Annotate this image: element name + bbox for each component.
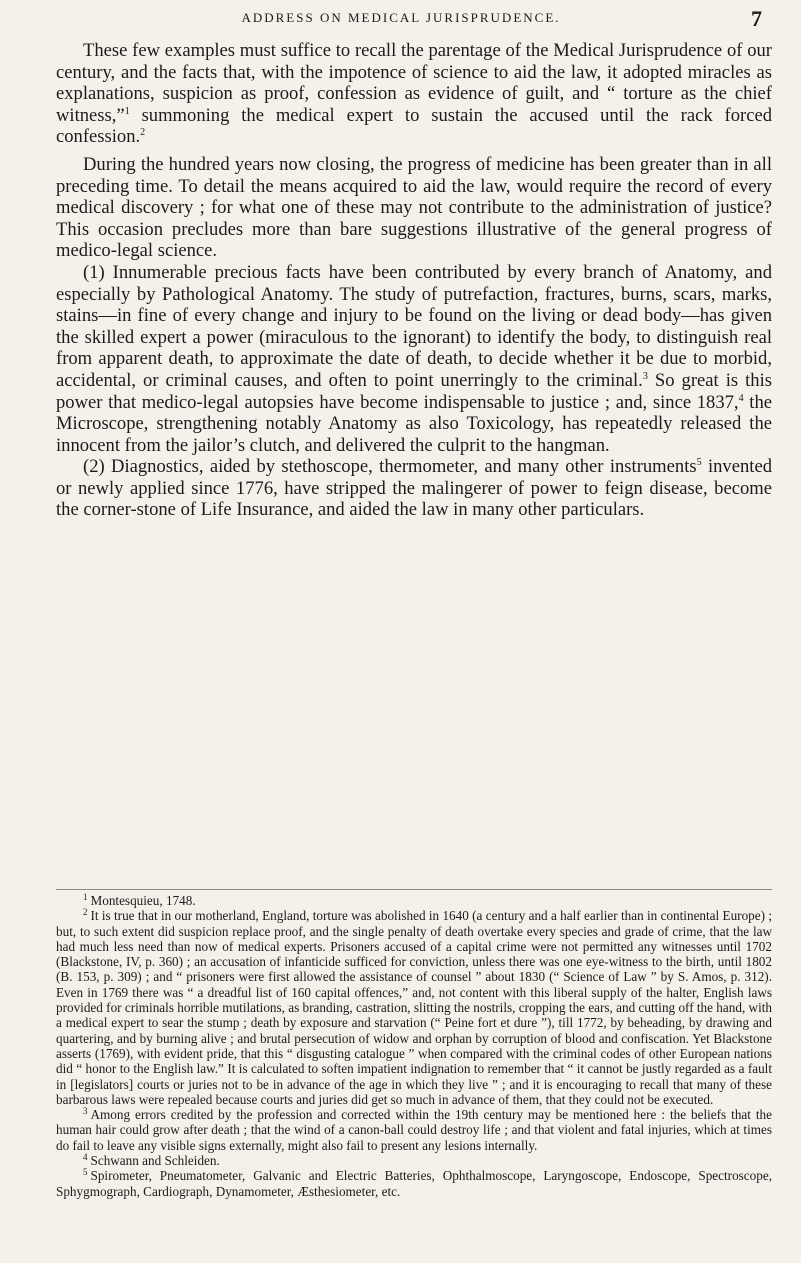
- page-header: [40, 6, 762, 34]
- footnote-ref[interactable]: 4: [738, 392, 744, 404]
- page-number: 7: [751, 6, 762, 31]
- footnote-3: $^3$ Among errors credited by the profession and corrected within the 19th century may be mentioned here : the beliefs that the human hair could grow after death ; that the wind of a canon-ball could destroy life ; and that violent and fatal injuries, which at times do fail to leave any visible signs externally, might also fail to present any lesions internally.: [56, 1105, 772, 1153]
- paragraph-1: These few examples must suffice to recall the parentage of the Medical Jurisprudence of our century, and the facts that, with the impotence of science to aid the law, it adopted miracles as explanations, suspicion as proof, confession as evidence of guilt, and “ torture as the chief witness,”$^1$ summoning the medical expert to sustain the accused until the rack forced confession.$^2$: [56, 40, 772, 148]
- footnote-ref[interactable]: 2: [140, 127, 146, 139]
- footnote-ref[interactable]: 1: [124, 105, 130, 117]
- paragraph-2: During the hundred years now closing, the progress of medicine has been greater than in all preceding time. To detail the means acquired to aid the law, would require the record of every medical discovery ; for what one of these may not contribute to the administration of justice? This occasion precludes more than bare suggestions illustrative of the general progress of medico-legal science.: [56, 153, 772, 262]
- footnote-4: $^4$ Schwann and Schleiden.: [83, 1151, 220, 1169]
- footnote-1: $^1$ Montesquieu, 1748.: [83, 891, 196, 908]
- footnote-5: $^5$ Spirometer, Pneumatometer, Galvanic and Electric Batteries, Ophthalmoscope, Laryngoscope, Endoscope, Spectroscope, Sphygmograph, Cardiograph, Dynamometer, Æsthesiometer, etc.: [56, 1166, 772, 1199]
- footnote-ref[interactable]: 5: [696, 457, 702, 469]
- body-text: [56, 40, 772, 521]
- running-title: ADDRESS ON MEDICAL JURISPRUDENCE.: [241, 10, 561, 25]
- footnote-2: $^2$ It is true that in our motherland, England, torture was abolished in 1640 (a century and a half earlier than in continental Europe) ; but, to such extent did suspicion replace proof, and the single penalty of death overtake every species and grade of crime, that the law had much less need than now of medical experts. Prisoners accused of a capital crime were not permitted any witnesses until 1702 (Blackstone, IV, p. 360) ; an accusation of infanticide sufficed for conviction, unless there was one eye-witness to the birth, until 1802 (B. 153, p. 309) ; and “ prisoners were first allowed the assistance of counsel ” about 1830 (“ Science of Law ” by S. Amos, p. 312). Even in 1769 there was “ a dreadful list of 160 capital offences,” and, not content with this liberal supply of the halter, English laws provided for criminals horrible mutilations, as branding, castration, slitting the nostrils, cropping the ears, and cutting off the hand, with a medical expert to sear the stump ; death by exposure and starvation (“ Peine fort et dure ”), till 1772, by beheading, by drawing and quartering, and by burning alive ; and brutal persecution of widow and orphan by corruption of blood and confiscation. Yet Blackstone asserts (1769), with evident pride, that this “ disgusting catalogue ” when compared with the criminal codes of other European nations did “ honor to the English law.” It is calculated to soften impatient indignation to remember that “ it cannot be justly regarded as a fault in [legislators] courts or juries not to be in advance of the age in which they live ” ; and it is encouraging to recall that many of these barbarous laws were repealed because courts and juries did get so much in advance of them, that they could not be executed.: [56, 906, 772, 1107]
- footnote-ref[interactable]: 3: [642, 370, 648, 382]
- footnote-rule: [56, 889, 772, 890]
- paragraph-4: (2) Diagnostics, aided by stethoscope, thermometer, and many other instruments$^5$ invented or newly applied since 1776, have stripped the malingerer of power to feign disease, become the corner-stone of Life Insurance, and aided the law in many other particulars.: [56, 456, 772, 521]
- footnotes: [56, 893, 772, 1199]
- paragraph-3: (1) Innumerable precious facts have been contributed by every branch of Anatomy, and especially by Pathological Anatomy. The study of putrefaction, fractures, burns, scars, marks, stains—in fine of every change and injury to be found on the living or dead body—has given the skilled expert a power (miraculous to the ignorant) to identify the body, to distinguish real from apparent death, to approximate the date of death, to decide whether it be due to morbid, accidental, or criminal causes, and often to point unerringly to the criminal.$^3$ So great is this power that medico-legal autopsies have become indispensable to justice ; and, since 1837,$^4$ the Microscope, strengthening notably Anatomy as also Toxicology, has repeatedly released the innocent from the jailor’s clutch, and delivered the culprit to the hangman.: [56, 261, 772, 456]
